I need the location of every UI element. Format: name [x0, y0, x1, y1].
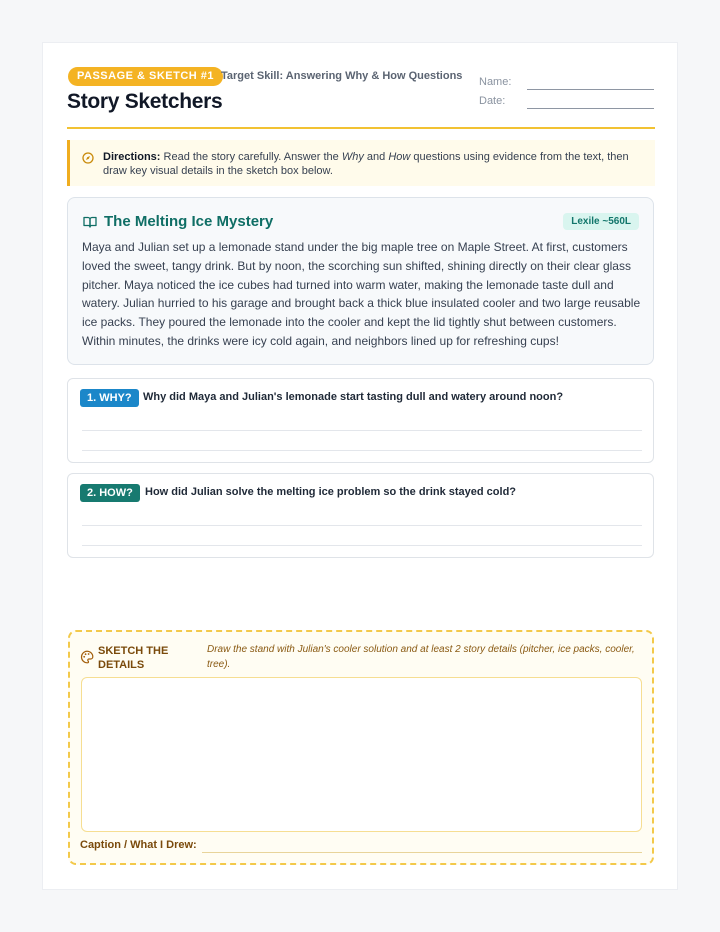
passage-title: The Melting Ice Mystery [104, 213, 274, 230]
caption-label: Caption / What I Drew: [80, 839, 197, 851]
date-field[interactable] [527, 108, 654, 109]
answer-line[interactable] [82, 430, 642, 431]
question-tag-why: 1. WHY? [80, 389, 139, 407]
question-text-why: Why did Maya and Julian's lemonade start tasting dull and watery around noon? [143, 391, 564, 403]
worksheet [42, 42, 678, 890]
book-icon [83, 216, 97, 228]
directions-part: and [363, 151, 389, 163]
question-card-how [67, 473, 654, 558]
page-title: Story Sketchers [67, 90, 223, 113]
directions-label: Directions: [103, 151, 161, 163]
target-skill: Target Skill: Answering Why & How Questions [221, 70, 463, 82]
directions-part: Read the story carefully. Answer the [160, 151, 342, 163]
name-field[interactable] [527, 89, 654, 90]
question-text-how: How did Julian solve the melting ice problem so the drink stayed cold? [145, 486, 517, 498]
date-label: Date: [479, 95, 506, 107]
answer-line[interactable] [82, 545, 642, 546]
sketch-drawing-area[interactable] [81, 677, 642, 832]
passage-badge: PASSAGE & SKETCH #1 [68, 67, 223, 86]
question-tag-how: 2. HOW? [80, 484, 140, 502]
answer-line[interactable] [82, 525, 642, 526]
answer-line[interactable] [82, 450, 642, 451]
lexile-badge: Lexile ~560L [563, 213, 639, 230]
passage-card [67, 197, 654, 365]
caption-line[interactable] [202, 852, 642, 853]
sketch-instructions: Draw the stand with Julian's cooler solution and at least 2 story details (pitcher, ice packs, cooler, tree). [207, 644, 635, 670]
directions-why: Why [341, 151, 364, 163]
compass-icon [82, 152, 94, 164]
sketch-box [68, 630, 654, 865]
passage-body: Maya and Julian set up a lemonade stand under the big maple tree on Maple Street. At first, customers loved the sweet, tangy drink. But by noon, the scorching sun shifted, shining directly on their clear glass pitcher. Maya noticed the ice cubes had turned into warm water, making the lemonade taste dull and watery. Julian hurried to his garage and brought back a thick blue insulated cooler and two large reusable ice packs. They poured the lemonade into the cooler and kept the lid tightly shut between customers. Within minutes, the drinks were icy cold again, and neighbors lined up for refreshing cups! [82, 240, 641, 348]
directions-text [103, 150, 651, 178]
palette-icon [80, 650, 94, 664]
directions-part: questions using evidence from the text, then draw key visual details in the sketch box below. [103, 151, 629, 177]
directions-box [67, 140, 655, 186]
sketch-heading: SKETCH THE DETAILS [98, 645, 169, 671]
header-divider [67, 127, 655, 129]
question-card-why [67, 378, 654, 463]
directions-how: How [388, 151, 411, 163]
name-label: Name: [479, 76, 512, 88]
